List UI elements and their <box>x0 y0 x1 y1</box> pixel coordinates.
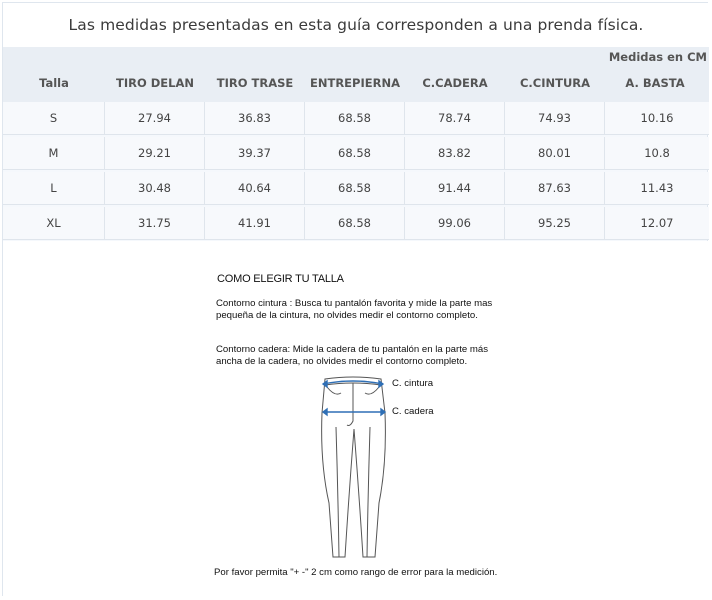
header-tiro-delan: TIRO DELAN <box>115 76 194 90</box>
footer-note: Por favor permita "+ -" 2 cm como rango de error para la medición. <box>214 567 498 578</box>
table-cell: 40.64 <box>205 172 305 205</box>
units-label: Medidas en CM <box>608 50 707 64</box>
hip-instructions: Contorno cadera: Mide la cadera de tu pantalón en la parte más ancha de la cadera, no olvides medir el contorno completo. <box>216 344 488 367</box>
table-cell: 91.44 <box>405 172 505 205</box>
table-cell: 99.06 <box>405 207 505 240</box>
table-cell: 87.63 <box>505 172 605 205</box>
table-cell: M <box>3 137 105 170</box>
table-cell: 95.25 <box>505 207 605 240</box>
header-talla: Talla <box>39 76 69 90</box>
table-cell: 31.75 <box>105 207 205 240</box>
size-guide-panel <box>2 2 708 596</box>
header-cintura: C.CINTURA <box>519 76 591 90</box>
table-cell: 12.07 <box>605 207 709 240</box>
table-cell: 11.43 <box>605 172 709 205</box>
table-cell: 83.82 <box>405 137 505 170</box>
waist-instructions: Contorno cintura : Busca tu pantalón favorita y mide la parte mas pequeña de la cintura, no olvides medir el contorno completo. <box>216 298 493 321</box>
table-cell: 80.01 <box>505 137 605 170</box>
table-cell: 36.83 <box>205 102 305 135</box>
table-cell: 74.93 <box>505 102 605 135</box>
header-cadera: C.CADERA <box>422 76 488 90</box>
table-row <box>3 137 709 171</box>
table-cell: 10.16 <box>605 102 709 135</box>
table-row <box>3 102 709 136</box>
table-cell: 29.21 <box>105 137 205 170</box>
guide-heading: COMO ELEGIR TU TALLA <box>217 273 344 285</box>
header-tiro-trase: TIRO TRASE <box>216 76 294 90</box>
table-cell: 27.94 <box>105 102 205 135</box>
table-header <box>3 47 709 102</box>
header-entrepierna: ENTREPIERNA <box>310 76 400 90</box>
table-cell: 30.48 <box>105 172 205 205</box>
table-cell: 78.74 <box>405 102 505 135</box>
table-cell: 39.37 <box>205 137 305 170</box>
table-cell: 68.58 <box>305 102 405 135</box>
table-row <box>3 172 709 206</box>
table-cell: 41.91 <box>205 207 305 240</box>
measurement-guide <box>3 241 709 597</box>
table-cell: XL <box>3 207 105 240</box>
table-cell: 10.8 <box>605 137 709 170</box>
table-cell: 68.58 <box>305 172 405 205</box>
hip-label: C. cadera <box>392 406 434 417</box>
table-cell: 68.58 <box>305 207 405 240</box>
table-cell: 68.58 <box>305 137 405 170</box>
header-basta: A. BASTA <box>625 76 685 90</box>
table-row <box>3 207 709 241</box>
waist-label: C. cintura <box>392 378 434 389</box>
table-cell: S <box>3 102 105 135</box>
pants-diagram-icon <box>313 373 393 561</box>
page-title: Las medidas presentadas en esta guía corresponden a una prenda física. <box>3 3 709 48</box>
table-cell: L <box>3 172 105 205</box>
